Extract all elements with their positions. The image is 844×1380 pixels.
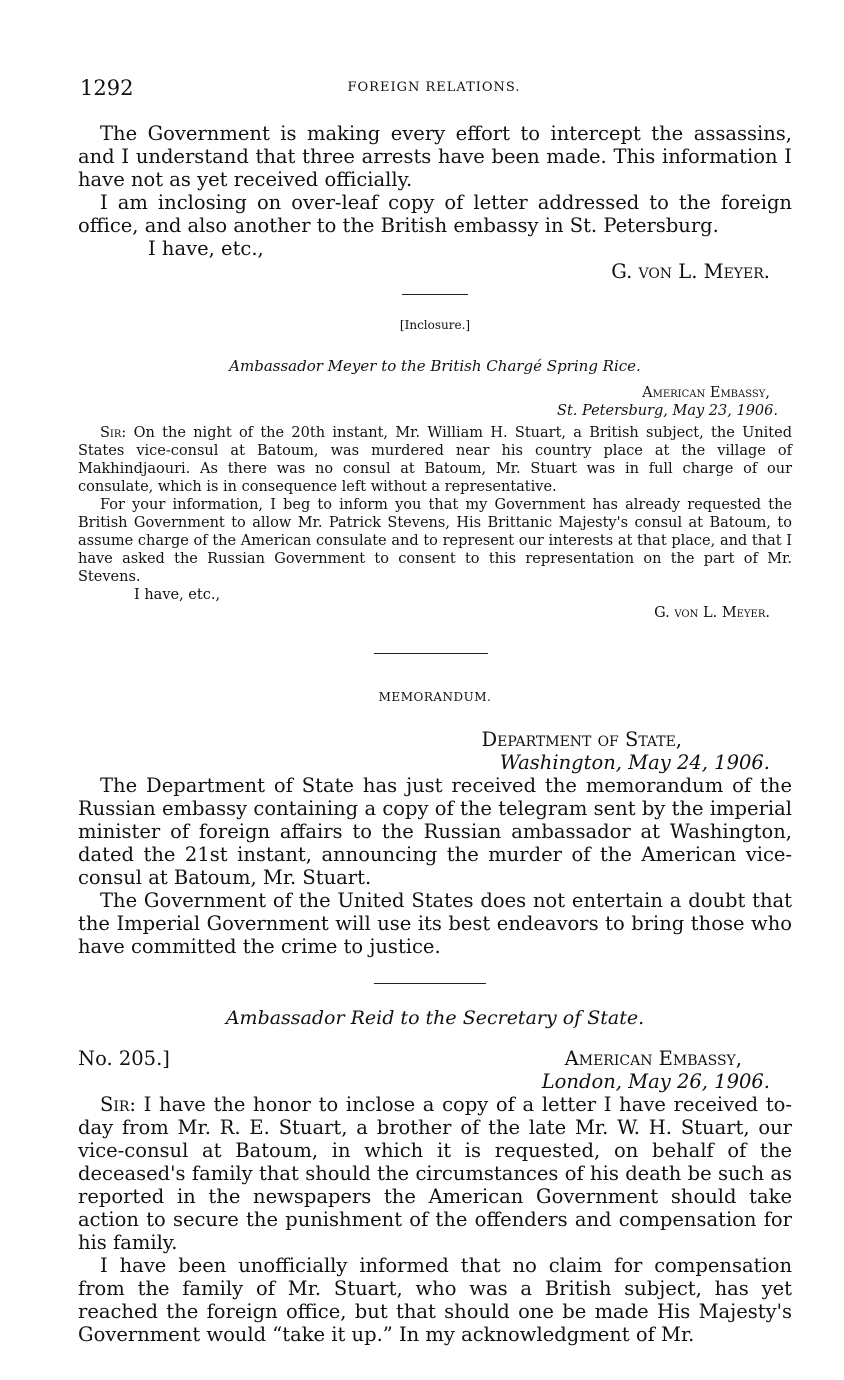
- salutation: Sir:: [100, 1093, 136, 1116]
- paragraph: The Department of State has just received the memorandum of the Russian embassy containing a copy of the telegram sent by the imperial minister of foreign affairs to the Russian ambassador at Washington, dated the 21st instant, announcing the murder of the American vice-consul at Batoum, Mr. Stuart.: [78, 774, 792, 889]
- inclosure-label: [Inclosure.]: [399, 318, 471, 332]
- memorandum: [78, 728, 792, 958]
- letter-date: St. Petersburg, May 23, 1906.: [557, 403, 778, 419]
- letter-continuation: [78, 122, 792, 283]
- paragraph: [78, 1093, 792, 1254]
- closing: I have, etc.,: [134, 587, 221, 603]
- reid-letter: [78, 1047, 792, 1346]
- dispatch-number: No. 205.]: [78, 1047, 170, 1070]
- closing: I have, etc.,: [148, 237, 264, 260]
- paragraph: For your information, I beg to inform you that my Government has already requested the British Government to allow Mr. Patrick Stevens, His Brittanic Majesty's consul at Batoum, to assume charge of the American consulate and to represent our interests at that place, and that I have asked the Russian Government to consent to this representation on the part of Mr. Stevens.: [78, 497, 792, 585]
- paragraph: I have been unofficially informed that no claim for compensation from the family of Mr. Stuart, who was a British subject, has yet reached the foreign office, but that should one be made His Majesty's Government would “take it up.” In my acknowledgment of Mr.: [78, 1254, 792, 1346]
- paragraph-text: I have the honor to inclose a copy of a letter I have received to-day from Mr. R. E. Stuart, a brother of the late Mr. W. H. Stuart, our vice-consul at Batoum, in which it is requested, on behalf of the deceased's family that should the circumstances of his death be such as reported in the newspapers the American Government should take action to secure the punishment of the offenders and compensation for his family.: [78, 1093, 792, 1254]
- signature: G. von L. Meyer.: [654, 605, 770, 621]
- paragraph: I am inclosing on over-leaf copy of letter addressed to the foreign office, and also another to the British embassy in St. Petersburg.: [78, 191, 792, 237]
- letter-place: American Embassy,: [642, 385, 770, 401]
- section-divider: [374, 653, 488, 654]
- memorandum-label: MEMORANDUM.: [378, 690, 492, 704]
- salutation: Sir:: [100, 425, 127, 441]
- letter-place: American Embassy,: [564, 1047, 742, 1070]
- running-title: FOREIGN RELATIONS.: [347, 80, 521, 95]
- paragraph: The Government of the United States does not entertain a doubt that the Imperial Government will use its best endeavors to bring those who have committed the crime to justice.: [78, 889, 792, 958]
- paragraph: The Government is making every effort to intercept the assassins, and I understand that three arrests have been made. This information I have not as yet received officially.: [78, 122, 792, 191]
- memo-place: Department of State,: [481, 728, 682, 751]
- page-number: 1292: [80, 76, 134, 100]
- inclosure-title: Ambassador Meyer to the British Chargé Spring Rice.: [229, 357, 641, 375]
- page-header: [80, 76, 788, 100]
- paragraph: [78, 424, 792, 496]
- section-divider: [374, 983, 486, 984]
- letter-date: London, May 26, 1906.: [541, 1070, 770, 1093]
- letter-heading-row: [78, 1047, 792, 1070]
- letter-title: Ambassador Reid to the Secretary of State.: [225, 1007, 645, 1029]
- paragraph-text: On the night of the 20th instant, Mr. William H. Stuart, a British subject, the United States vice-consul at Batoum, was murdered near his country place at the village of Makhindjaouri. As there was no consul at Batoum, Mr. Stuart was in full charge of our consulate, which is in consequence left without a representative.: [78, 425, 792, 495]
- memo-date: Washington, May 24, 1906.: [499, 751, 770, 774]
- inclosure-letter: [78, 384, 792, 622]
- signature: G. von L. Meyer.: [611, 260, 770, 283]
- section-divider: [402, 294, 468, 295]
